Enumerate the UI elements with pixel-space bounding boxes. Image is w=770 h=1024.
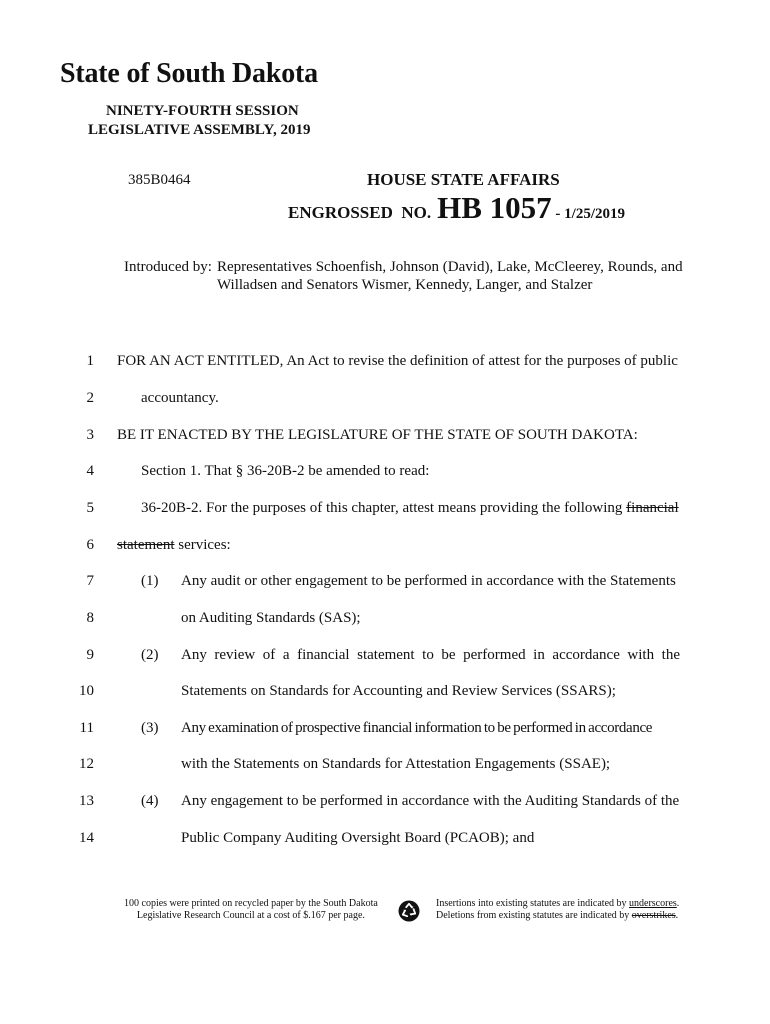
committee-name: HOUSE STATE AFFAIRS [367,170,560,189]
line-number: 13 [79,793,94,809]
bill-text: 36-20B-2. For the purposes of this chapter, attest means providing the following [141,500,627,516]
bill-text: services: [174,537,231,553]
bill-number: HB 1057 [437,190,552,225]
sponsors-line-2: Willadsen and Senators Wismer, Kennedy, Langer, and Stalzer [217,277,593,293]
bill-text-line: Statements on Standards for Accounting and Review Services (SSARS); [181,683,616,699]
sponsors-line-1: Representatives Schoenfish, Johnson (David), Lake, McCleerey, Rounds, and [217,259,683,275]
bill-date: - 1/25/2019 [551,206,626,222]
printing-notice-line-1: 100 copies were printed on recycled paper by the South Dakota [124,898,378,909]
bill-text-line: Any review of a financial statement to be performed in accordance with the [181,647,680,663]
session-label: NINETY-FOURTH SESSION [106,103,299,119]
bill-text-line: Section 1. That § 36-20B-2 be amended to read: [141,463,430,479]
line-number: 7 [86,573,94,589]
assembly-label: LEGISLATIVE ASSEMBLY, 2019 [88,122,311,138]
bill-text-line: Any examination of prospective financial information to be performed in accordance [181,720,653,736]
bill-text-line: Any engagement to be performed in accordance with the Auditing Standards of the [181,793,680,809]
line-number: 9 [86,647,94,663]
list-marker: (1) [141,573,159,589]
line-number: 10 [79,683,94,699]
printing-notice-line-2: Legislative Research Council at a cost of $.167 per page. [136,910,365,921]
bill-text-line: accountancy. [141,390,219,406]
line-number: 1 [86,353,94,369]
line-number: 4 [86,463,94,479]
line-number: 5 [86,500,94,516]
printing-notice [124,898,378,922]
insertions-legend [436,898,679,910]
overstrike-sample: overstrikes [631,910,676,921]
deletions-period: . [675,910,679,921]
list-marker: (4) [141,793,159,809]
bill-text-line [117,537,231,554]
bill-text-line: with the Statements on Standards for Attestation Engagements (SSAE); [181,756,611,772]
list-marker: (3) [141,720,159,736]
line-number: 12 [79,756,94,772]
statute-legend [436,898,679,922]
insertions-text: Insertions into existing statutes are indicated by [436,898,630,909]
bill-text-line: Public Company Auditing Oversight Board (PCAOB); and [181,830,535,846]
bill-text-line: BE IT ENACTED BY THE LEGISLATURE OF THE STATE OF SOUTH DAKOTA: [117,427,638,443]
deleted-text: statement [117,537,175,553]
deletions-text: Deletions from existing statutes are indicated by [436,910,632,921]
line-number: 2 [86,390,94,406]
insertions-period: . [676,898,680,909]
introduced-by-label: Introduced by: [124,259,212,275]
bill-text-line: Any audit or other engagement to be performed in accordance with the Statements [181,573,676,589]
bill-text-line: FOR AN ACT ENTITLED, An Act to revise the definition of attest for the purposes of public [117,353,678,369]
line-number: 14 [79,830,94,846]
bill-text-line [141,500,679,517]
engrossed-label: ENGROSSED NO. [288,203,432,222]
state-title: State of South Dakota [60,58,318,89]
deletions-legend [436,910,679,922]
deleted-text: financial [626,500,679,516]
list-marker: (2) [141,647,159,663]
underscore-sample: underscores [629,898,677,909]
line-number: 8 [86,610,94,626]
line-number: 11 [79,720,94,736]
bill-text-line: on Auditing Standards (SAS); [181,610,361,626]
line-number: 3 [86,427,94,443]
engrossed-line [288,190,625,226]
bill-code: 385B0464 [128,172,191,188]
line-number: 6 [86,537,94,553]
recycle-icon [398,900,420,922]
